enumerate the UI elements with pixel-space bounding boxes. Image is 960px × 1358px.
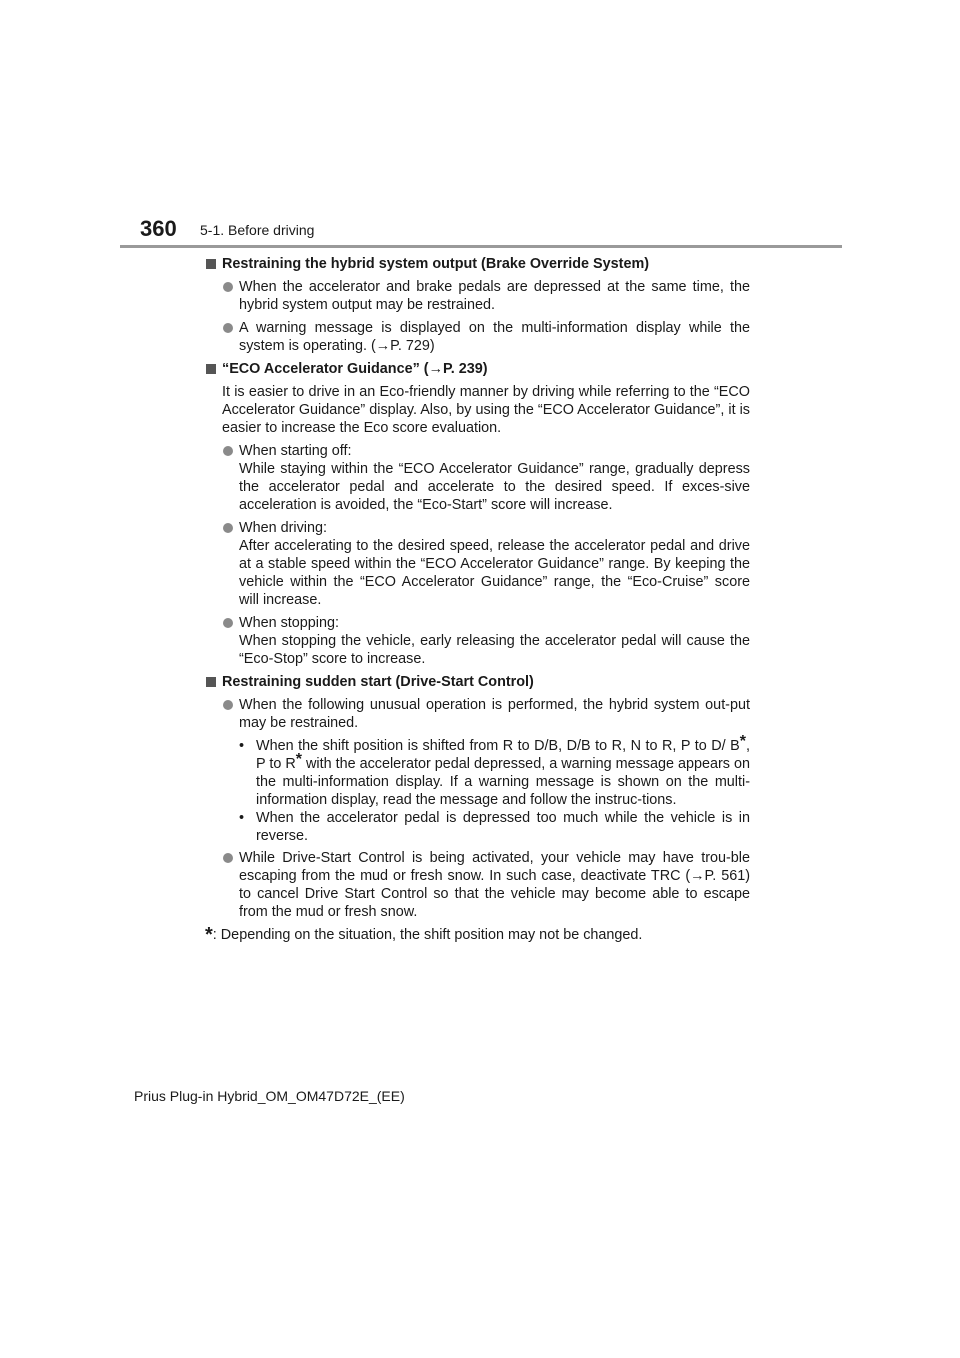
square-bullet-icon bbox=[206, 677, 216, 687]
bullet-text: A warning message is displayed on the multi-information display while the system is operating. (→P. 729) bbox=[239, 320, 750, 354]
bullet-text: When stopping the vehicle, early releasing the accelerator pedal will cause the “Eco-Stop” score to increase. bbox=[239, 633, 750, 667]
footnote bbox=[205, 926, 750, 944]
sub-list-item bbox=[239, 733, 751, 809]
sub-item-text: When the shift position is shifted from R to D/B, D/B to R, N to R, P to D/ B bbox=[256, 738, 740, 754]
sub-item-text: with the accelerator pedal depressed, a warning message appears on the multi-information display. If a warning message is shown on the multi-information display, read the message and follow the instruc-tions. bbox=[256, 756, 751, 808]
footnote-text: : Depending on the situation, the shift position may not be changed. bbox=[212, 927, 643, 943]
asterisk-mark: * bbox=[739, 733, 746, 750]
circle-bullet-icon bbox=[223, 446, 233, 456]
bullet-item bbox=[222, 696, 750, 732]
bullet-label: When driving: bbox=[239, 520, 327, 536]
circle-bullet-icon bbox=[223, 853, 233, 863]
square-bullet-icon bbox=[206, 364, 216, 374]
bullet-item bbox=[222, 849, 750, 921]
chapter-title: 5-1. Before driving bbox=[200, 222, 315, 238]
square-bullet-icon bbox=[206, 259, 216, 269]
circle-bullet-icon bbox=[223, 323, 233, 333]
bullet-text: While Drive-Start Control is being activated, your vehicle may have trou-ble escaping from the mud or fresh snow. In such case, deactivate TRC (→P. 561) to cancel Drive Start Control so that the vehicle may become able to escape from the mud or fresh snow. bbox=[239, 850, 750, 920]
section-heading-drive-start bbox=[205, 673, 750, 691]
bullet-text: After accelerating to the desired speed, release the accelerator pedal and drive at a stable speed within the “ECO Accelerator Guidance” range. By keeping the vehicle within the “ECO Accelerator Guidance” range, the “Eco-Cruise” score will increase. bbox=[239, 538, 750, 608]
sub-item-text: , P to R bbox=[256, 738, 750, 772]
bullet-label: When stopping: bbox=[239, 615, 339, 631]
dot-marker: • bbox=[239, 738, 245, 754]
circle-bullet-icon bbox=[223, 700, 233, 710]
section-heading-brake-override bbox=[205, 255, 750, 273]
circle-bullet-icon bbox=[223, 523, 233, 533]
dot-marker: • bbox=[239, 810, 245, 826]
asterisk-mark: * bbox=[205, 924, 213, 946]
document-footer: Prius Plug-in Hybrid_OM_OM47D72E_(EE) bbox=[134, 1088, 405, 1104]
heading-text: Restraining sudden start (Drive-Start Control) bbox=[222, 674, 534, 690]
bullet-item bbox=[222, 442, 750, 514]
bullet-label: When starting off: bbox=[239, 443, 352, 459]
header-divider bbox=[120, 245, 842, 248]
bullet-item bbox=[222, 319, 750, 355]
bullet-item bbox=[222, 614, 750, 668]
section-heading-eco-guidance bbox=[205, 360, 750, 378]
page-number: 360 bbox=[140, 216, 177, 241]
circle-bullet-icon bbox=[223, 282, 233, 292]
sub-item-text: When the accelerator pedal is depressed too much while the vehicle is in reverse. bbox=[256, 810, 750, 844]
intro-paragraph: It is easier to drive in an Eco-friendly manner by driving while referring to the “ECO Accelerator Guidance” display. Also, by using the “ECO Accelerator Guidance”, it is easier to increase the Eco score evaluation. bbox=[222, 384, 750, 436]
asterisk-mark: * bbox=[295, 751, 302, 768]
bullet-text: While staying within the “ECO Accelerator Guidance” range, gradually depress the accelerator pedal and accelerate to the desired speed. If exces-sive acceleration is avoided, the “Eco-Start” score will increase. bbox=[239, 461, 750, 513]
bullet-item bbox=[222, 278, 750, 314]
bullet-text: When the following unusual operation is performed, the hybrid system out-put may be restrained. bbox=[239, 697, 750, 731]
bullet-item bbox=[222, 519, 750, 609]
heading-text: Restraining the hybrid system output (Brake Override System) bbox=[222, 256, 650, 272]
page-content bbox=[205, 255, 750, 944]
circle-bullet-icon bbox=[223, 618, 233, 628]
heading-text: “ECO Accelerator Guidance” (→P. 239) bbox=[222, 361, 488, 377]
sub-list-item bbox=[239, 809, 750, 845]
bullet-text: When the accelerator and brake pedals are depressed at the same time, the hybrid system output may be restrained. bbox=[239, 279, 750, 313]
